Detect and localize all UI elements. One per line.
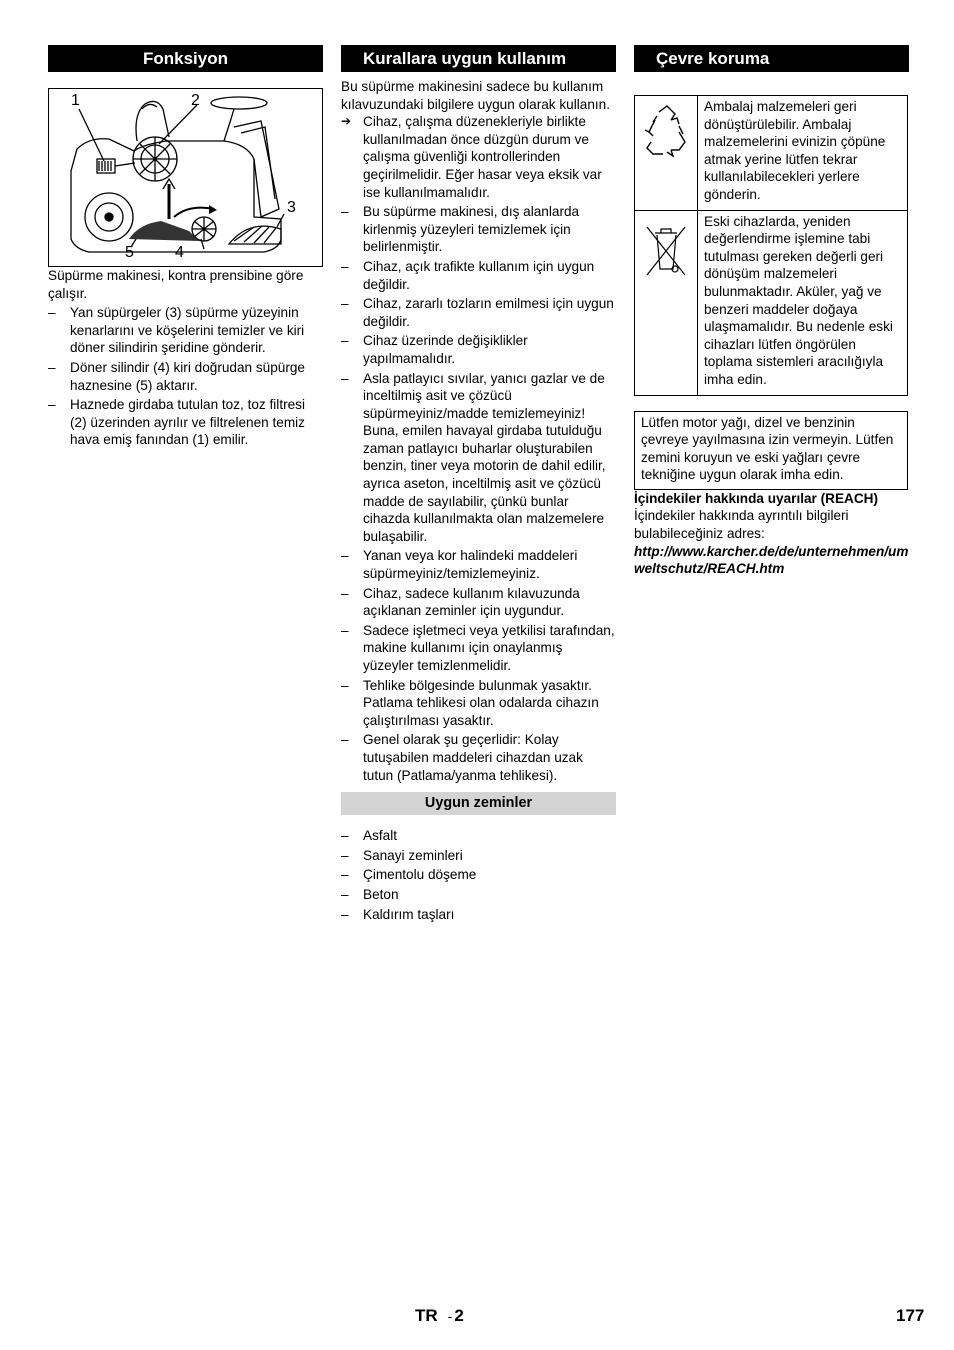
list-item: – Sadece işletmeci veya yetkilisi tarafından, makine kullanımı için onaylanmış yüzeyler temizlenmelidir. <box>341 622 616 675</box>
function-list <box>48 304 323 449</box>
reach-link[interactable]: http://www.karcher.de/de/unternehmen/umweltschutz/REACH.htm <box>634 543 909 577</box>
arrow-item: ➔ Cihaz, çalışma düzenekleriyle birlikte kullanılmadan önce düzgün durum ve çalışma güvenliği kontrollerinden geçirilmelidir. Eğer hasar veya eksik var ise kullanılmamalıdır. <box>341 113 616 201</box>
list-item: – Yanan veya kor halindeki maddeleri süpürmeyiniz/temizlemeyiniz. <box>341 547 616 582</box>
section-heading-intended-use: Kurallara uygun kullanım <box>341 45 616 72</box>
recycle-icon <box>635 96 698 211</box>
figure-label-2: 2 <box>191 92 200 109</box>
table-row <box>635 96 908 211</box>
list-item: – Genel olarak şu geçerlidir: Kolay tutuşabilen maddeleri cihazdan uzak tutun (Patlama/yanma tehlikesi). <box>341 731 616 784</box>
list-item: – Cihaz, açık trafikte kullanım için uygun değildir. <box>341 258 616 293</box>
column-function <box>48 45 323 451</box>
old-devices-text: Eski cihazlarda, yeniden değerlendirme işlemine tabi tutulması gereken değerli geri dönüşüm malzemeleri bulunmaktadır. Aküler, yağ ve benzeri maddeler doğaya ulaşmamalıdır. Bu nedenle eski cihazları lütfen öngörülen toplama sistemleri aracılığıyla imha edin. <box>698 210 908 395</box>
reach-text: İçindekiler hakkında ayrıntılı bilgileri bulabileceğiniz adres: <box>634 508 849 542</box>
table-row <box>635 210 908 395</box>
list-item: – Sanayi zeminleri <box>341 847 616 865</box>
page-number: 177 <box>896 1306 925 1325</box>
figure-label-4: 4 <box>175 244 184 261</box>
figure-label-1: 1 <box>71 92 80 109</box>
environment-table <box>634 95 908 396</box>
column-intended-use <box>341 45 616 925</box>
oil-notice-box <box>634 411 908 490</box>
list-item: – Kaldırım taşları <box>341 906 616 924</box>
list-item: – Yan süpürgeler (3) süpürme yüzeyinin kenarlarını ve köşelerini temizler ve kiri döner silindirin şeridine gönderir. <box>48 304 323 357</box>
column-environment <box>634 45 909 578</box>
footer-lang: TR <box>415 1306 438 1325</box>
reach-title: İçindekiler hakkında uyarılar (REACH) <box>634 490 879 506</box>
list-item: – Haznede girdaba tutulan toz, toz filtresi (2) üzerinden ayrılır ve filtrelenen temiz hava emiş fanından (1) emilir. <box>48 396 323 449</box>
list-item: – Bu süpürme makinesi, dış alanlarda kirlenmiş yüzeyleri temizlemek için belirlenmiştir. <box>341 203 616 256</box>
figure-label-5: 5 <box>125 244 134 261</box>
floors-list <box>341 827 616 923</box>
sweeper-illustration <box>49 89 322 264</box>
list-item: – Tehlike bölgesinde bulunmak yasaktır. Patlama tehlikesi olan odalarda cihazın çalıştırılması yasaktır. <box>341 677 616 730</box>
list-item: – Asfalt <box>341 827 616 845</box>
subheading-suitable-floors: Uygun zeminler <box>341 792 616 815</box>
sweeper-diagram <box>48 88 323 267</box>
list-item: – Cihaz, sadece kullanım kılavuzunda açıklanan zeminler için uygundur. <box>341 585 616 620</box>
list-item: – Cihaz, zararlı tozların emilmesi için uygun değildir. <box>341 295 616 330</box>
section-heading-environment: Çevre koruma <box>634 45 909 72</box>
footer-dash: - <box>447 1308 453 1324</box>
list-item: – Asla patlayıcı sıvılar, yanıcı gazlar ve de inceltilmiş asit ve çözücü süpürmeyiniz/madde temizlemeyiniz! Buna, emilen havayal girdaba tutulduğu zaman patlayıcı buharlar oluşturabilen benzin, tiner veya motorin de dahil edilir, ayrıca aseton, inceltilmiş asit ve çözücü madde de sayılabilir, çünkü bunlar cihazda kullanılmakta olan malzemelere bulaşabilir. <box>341 370 616 546</box>
list-item: – Beton <box>341 886 616 904</box>
list-item: – Döner silindir (4) kiri doğrudan süpürge haznesine (5) aktarır. <box>48 359 323 394</box>
intended-use-list <box>341 113 616 784</box>
section-heading-function: Fonksiyon <box>48 45 323 72</box>
list-item: – Çimentolu döşeme <box>341 866 616 884</box>
figure-label-3: 3 <box>287 199 296 216</box>
footer-page-in-lang: 2 <box>454 1306 464 1325</box>
list-item: – Cihaz üzerinde değişiklikler yapılmamalıdır. <box>341 332 616 367</box>
crossed-bin-icon <box>635 210 698 395</box>
intended-use-intro: Bu süpürme makinesini sadece bu kullanım kılavuzundaki bilgilere uygun olarak kullanın. <box>341 79 611 112</box>
function-intro: Süpürme makinesi, kontra prensibine göre çalışır. <box>48 268 304 301</box>
oil-notice-text: Lütfen motor yağı, dizel ve benzinin çevreye yayılmasına izin vermeyin. Lütfen zemini koruyun ve eski yağları çevre tekniğine uygun olarak imha edin. <box>641 414 894 483</box>
packaging-text: Ambalaj malzemeleri geri dönüştürülebilir. Ambalaj malzemelerini evinizin çöpüne atmak yerine lütfen tekrar kullanılabilecekleri yerlere gönderin. <box>698 96 908 211</box>
footer-language-page <box>415 1306 464 1326</box>
